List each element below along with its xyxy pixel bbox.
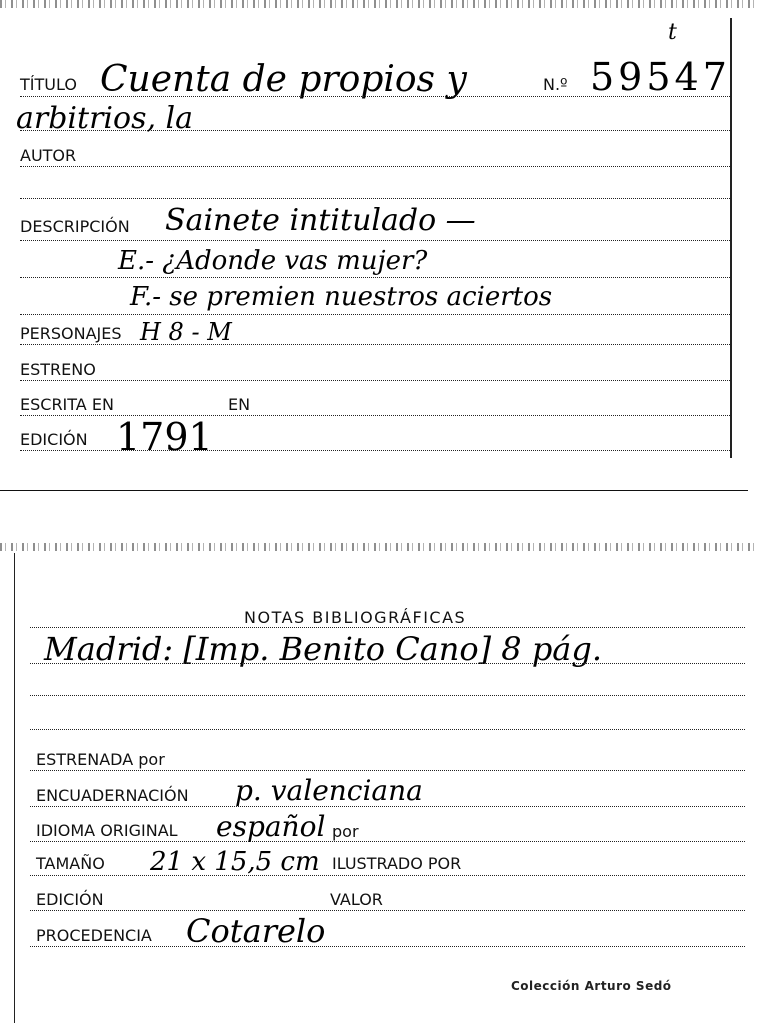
written-in-en-label: EN [228, 395, 251, 414]
description-rule-3 [20, 314, 730, 315]
corner-mark: t [668, 20, 677, 45]
title-value-line2: arbitrios, la [16, 101, 194, 136]
original-language-rule [30, 841, 745, 842]
card-front [0, 0, 759, 495]
description-line3: F.- se premien nuestros aciertos [130, 282, 553, 312]
notes-title: NOTAS BIBLIOGRÁFICAS [244, 608, 467, 627]
size-rule [30, 875, 745, 876]
card-edge-bottom [0, 490, 748, 491]
value-label: VALOR [330, 890, 383, 909]
blank-rule [20, 198, 730, 199]
collection-footer: Colección Arturo Sedó [511, 979, 672, 993]
provenance-value: Cotarelo [186, 912, 326, 950]
binding-rule [30, 806, 745, 807]
premiere-label: ESTRENO [20, 360, 96, 379]
author-rule [20, 166, 730, 167]
size-label: TAMAÑO [36, 854, 105, 873]
description-line1: Sainete intitulado — [165, 203, 476, 238]
title-rule-2 [20, 130, 730, 131]
card-edge-left [14, 553, 15, 1023]
description-line2: E.- ¿Adonde vas mujer? [118, 246, 428, 276]
original-language-value: español [216, 810, 326, 843]
number-value: 59547 [590, 55, 731, 99]
size-value: 21 x 15,5 cm [150, 847, 320, 877]
notes-value: Madrid: [Imp. Benito Cano] 8 pág. [44, 630, 603, 668]
edition-label: EDICIÓN [20, 430, 88, 449]
edition-rule [20, 450, 730, 451]
written-in-label: ESCRITA EN [20, 395, 114, 414]
original-language-label: IDIOMA ORIGINAL [36, 821, 178, 840]
scan-edge-top [0, 0, 759, 8]
illustrated-by-label: ILUSTRADO POR [332, 854, 462, 873]
edition-value: 1791 [116, 415, 213, 459]
description-rule-1 [20, 240, 730, 241]
edition-value-rule [30, 910, 745, 911]
premiered-by-label: ESTRENADA por [36, 750, 165, 769]
title-value-line1: Cuenta de propios y [100, 59, 467, 100]
notes-rule-1 [30, 627, 745, 628]
description-rule-2 [20, 277, 730, 278]
title-label: TÍTULO [20, 75, 77, 94]
original-language-por: por [332, 822, 359, 841]
premiered-by-rule [30, 770, 745, 771]
characters-label: PERSONAJES [20, 324, 122, 343]
description-label: DESCRIPCIÓN [20, 217, 130, 236]
title-rule-1 [20, 96, 730, 97]
binding-label: ENCUADERNACIÓN [36, 786, 189, 805]
notes-rule-2 [30, 663, 745, 664]
number-label: N.º [543, 75, 568, 94]
characters-rule [20, 344, 730, 345]
premiere-rule [20, 380, 730, 381]
back-edition-label: EDICIÓN [36, 890, 104, 909]
notes-rule-4 [30, 729, 745, 730]
provenance-rule [30, 946, 745, 947]
binding-value: p. valenciana [235, 774, 423, 807]
card-back [0, 543, 759, 1028]
scan-edge-top [0, 543, 759, 551]
provenance-label: PROCEDENCIA [36, 926, 152, 945]
notes-rule-3 [30, 695, 745, 696]
author-label: AUTOR [20, 146, 77, 165]
characters-value: H 8 - M [140, 318, 232, 346]
